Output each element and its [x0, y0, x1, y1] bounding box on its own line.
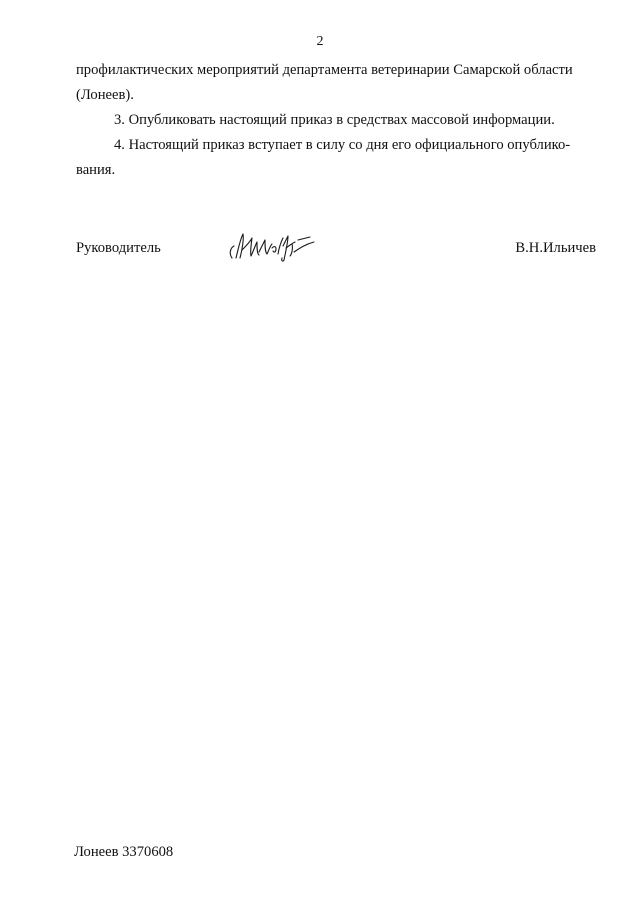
- handwritten-signature-icon: [226, 228, 321, 264]
- signatory-name: В.Н.Ильичев: [515, 240, 596, 256]
- paragraph-line: профилактических мероприятий департамента ветеринарии Самарской области: [76, 62, 573, 78]
- executor-contact: Лонеев 3370608: [74, 844, 174, 860]
- page-number: 2: [316, 34, 324, 49]
- signatory-title: Руководитель: [76, 240, 161, 256]
- signature-block: [76, 228, 596, 268]
- paragraph-item-4: 4. Настоящий приказ вступает в силу со дня его официального опублико-: [114, 137, 571, 153]
- paragraph-item-3: 3. Опубликовать настоящий приказ в средствах массовой информации.: [114, 112, 555, 128]
- document-body: [76, 58, 596, 183]
- paragraph-line: вания.: [76, 162, 116, 178]
- paragraph-line: (Лонеев).: [76, 87, 134, 103]
